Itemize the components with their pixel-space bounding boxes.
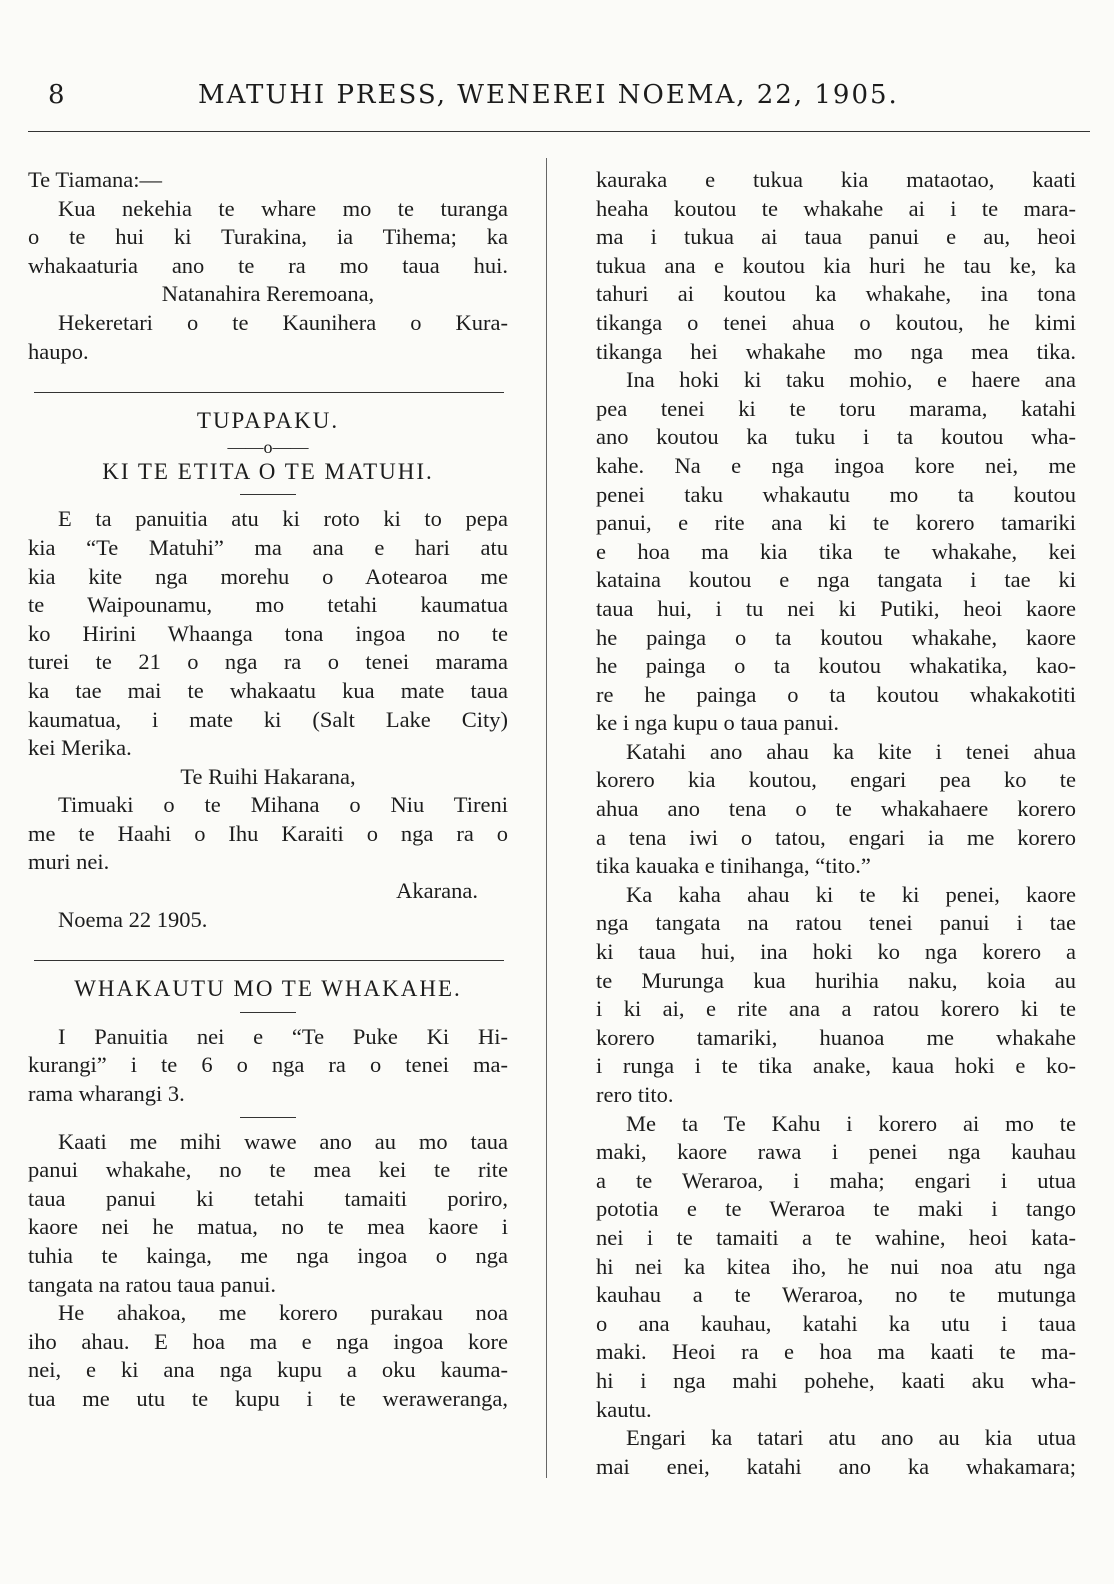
article-line: kia kite nga morehu o Aotearoa me (28, 563, 508, 589)
article-role: muri nei. (28, 849, 110, 875)
paragraph-line: hi i nga mahi pohehe, kaati aku wha- (596, 1367, 1076, 1393)
paragraph-line: tukua ana e koutou kia huri he tau ke, ka (596, 252, 1076, 278)
section-heading-tupapaku: TUPAPAKU. (196, 408, 340, 434)
paragraph-line: panui whakahe, no te mea kei te rite (28, 1157, 508, 1183)
paragraph-line: te Murunga kua hurihia naku, koia au (596, 967, 1076, 993)
paragraph-line: e hoa ma kia tika te whakahe, kei (596, 538, 1076, 564)
paragraph-line: Ka kaha ahau ki te ki penei, kaore (626, 881, 1076, 907)
right-column (596, 166, 1076, 1481)
article-line: turei te 21 o nga ra o tenei marama (28, 649, 508, 675)
short-rule (240, 1117, 296, 1118)
paragraph-line: ke i nga kupu o taua panui. (596, 710, 840, 736)
article-place: Akarana. (396, 878, 478, 904)
paragraph-line: tahuri ai koutou ka whakahe, ina tona (596, 281, 1076, 307)
paragraph-line: pototia e te Weraroa te maki i tango (596, 1196, 1076, 1222)
article-line: ko Hirini Whaanga tona ingoa no te (28, 620, 508, 646)
paragraph-line: taua panui ki tetahi tamaiti poriro, (28, 1185, 508, 1211)
paragraph-line: kauraka e tukua kia mataotao, kaati (596, 167, 1076, 192)
paragraph-line: maki, kaore rawa i penei nga kauhau (596, 1139, 1076, 1165)
paragraph-line: panui, e rite ana ki te korero tamariki (596, 510, 1076, 536)
masthead-title: MATUHI PRESS, WENEREI NOEMA, 22, 1905. (198, 80, 899, 110)
notice-role: haupo. (28, 338, 89, 364)
paragraph-line: mai enei, katahi ano ka whakamara; (596, 1453, 1076, 1479)
short-rule (240, 494, 296, 495)
notice-addressee: Te Tiamana:— (28, 167, 163, 192)
left-column (28, 166, 508, 1414)
section-heading-whakautu: WHAKAUTU MO TE WHAKAHE. (74, 976, 462, 1002)
paragraph-line: nei i te tamaiti a te wahine, heoi kata- (596, 1224, 1076, 1250)
paragraph-line: heaha koutou te whakahe ai i te mara- (596, 195, 1076, 221)
paragraph-line: rero tito. (596, 1082, 674, 1107)
paragraph-line: ki taua hui, ina hoki ko nga korero a (596, 939, 1076, 965)
notice-role: Hekeretari o te Kaunihera o Kura- (58, 309, 508, 335)
intro-line: I Panuitia nei e “Te Puke Ki Hi- (58, 1023, 508, 1049)
paragraph-line: tika kauaka e tinihanga, “tito.” (596, 853, 871, 879)
paragraph-line: maki. Heoi ra e hoa ma kaati te ma- (596, 1339, 1076, 1365)
article-line: kei Merika. (28, 735, 132, 761)
article-line: te Waipounamu, mo tetahi kaumatua (28, 592, 508, 618)
paragraph-line: kataina koutou e nga tangata i tae ki (596, 567, 1076, 593)
paragraph-line: a te Weraroa, i maha; engari i utua (596, 1167, 1076, 1193)
paragraph-line: ma i tukua ai taua panui e au, heoi (596, 224, 1076, 250)
paragraph-line: nga tangata na ratou tenei panui i tae (596, 910, 1076, 936)
notice-signature: Natanahira Reremoana, (161, 281, 375, 307)
paragraph-line: tikanga hei whakahe mo nga mea tika. (596, 338, 1076, 364)
article-role: Timuaki o te Mihana o Niu Tireni (58, 792, 508, 818)
article-line: E ta panuitia atu ki roto ki to pepa (58, 506, 508, 532)
article-date: Noema 22 1905. (58, 906, 208, 932)
article-signature: Te Ruihi Hakarana, (180, 763, 356, 789)
paragraph-line: Katahi ano ahau ka kite i tenei ahua (626, 738, 1076, 764)
paragraph-line: he painga o ta koutou whakahe, kaore (596, 624, 1076, 650)
paragraph-line: korero tamariki, huanoa me whakahe (596, 1024, 1076, 1050)
article-line: ka tae mai te whakaatu kua mate taua (28, 677, 508, 703)
notice-line: Kua nekehia te whare mo te turanga (58, 195, 508, 221)
paragraph-line: He ahakoa, me korero purakau noa (58, 1300, 508, 1326)
paragraph-line: a tena iwi o tatou, engari ia me korero (596, 824, 1076, 850)
paragraph-line: kauhau a te Weraroa, no te mutunga (596, 1282, 1076, 1308)
paragraph-line: he painga o ta koutou whakatika, kao- (596, 653, 1076, 679)
short-rule (240, 1012, 296, 1013)
paragraph-line: i ki ai, e rite ana a ratou korero ki te (596, 996, 1076, 1022)
paragraph-line: Me ta Te Kahu i korero ai mo te (626, 1110, 1076, 1136)
page-number: 8 (48, 80, 67, 110)
notice-line: o te hui ki Turakina, ia Tihema; ka (28, 224, 508, 250)
section-divider (34, 392, 504, 393)
intro-line: kurangi” i te 6 o nga ra o tenei ma- (28, 1052, 508, 1078)
paragraph-line: hi nei ka kitea iho, he nui noa atu nga (596, 1253, 1076, 1279)
section-divider (34, 960, 504, 961)
paragraph-line: tua me utu te kupu i te weraweranga, (28, 1385, 508, 1411)
paragraph-line: korero kia koutou, engari pea ko te (596, 767, 1076, 793)
article-line: kaumatua, i mate ki (Salt Lake City) (28, 706, 508, 732)
paragraph-line: penei taku whakautu mo ta koutou (596, 481, 1076, 507)
paragraph-line: kautu. (596, 1396, 652, 1422)
paragraph-line: Ina hoki ki taku mohio, e haere ana (626, 367, 1076, 393)
paragraph-line: ano koutou ka tuku i ta koutou wha- (596, 424, 1076, 450)
paragraph-line: Kaati me mihi wawe ano au mo taua (58, 1128, 508, 1154)
paragraph-line: ahua ano tena o te whakahaere korero (596, 796, 1076, 822)
paragraph-line: taua hui, i tu nei ki Putiki, heoi kaore (596, 595, 1076, 621)
intro-line: rama wharangi 3. (28, 1081, 185, 1107)
paragraph-line: iho ahau. E hoa ma e nga ingoa kore (28, 1328, 508, 1354)
paragraph-line: nei, e ki ana nga kupu a oku kauma- (28, 1357, 508, 1383)
subheading-letter: KI TE ETITA O TE MATUHI. (102, 458, 434, 484)
paragraph-line: re he painga o ta koutou whakakotiti (596, 681, 1076, 707)
notice-line: whakaaturia ano te ra mo taua hui. (28, 252, 508, 278)
paragraph-line: i runga i te tika anake, kaua hoki e ko- (596, 1053, 1076, 1079)
paragraph-line: pea tenei ki te toru marama, katahi (596, 395, 1076, 421)
paragraph-line: tuhia te kainga, me nga ingoa o nga (28, 1243, 508, 1268)
column-divider (546, 158, 547, 1478)
paragraph-line: Engari ka tatari atu ano au kia utua (626, 1425, 1076, 1451)
article-line: kia “Te Matuhi” ma ana e hari atu (28, 534, 508, 560)
paragraph-line: tangata na ratou taua panui. (28, 1271, 277, 1297)
header-rule (28, 131, 1090, 132)
article-role: me te Haahi o Ihu Karaiti o nga ra o (28, 820, 508, 846)
paragraph-line: kaore nei he matua, no te mea kaore i (28, 1214, 508, 1240)
paragraph-line: kahe. Na e nga ingoa kore nei, me (596, 452, 1076, 478)
ornament: ——o—— (227, 436, 309, 457)
paragraph-line: o ana kauhau, katahi ka utu i taua (596, 1310, 1076, 1336)
paragraph-line: tikanga o tenei ahua o koutou, he kimi (596, 309, 1076, 335)
